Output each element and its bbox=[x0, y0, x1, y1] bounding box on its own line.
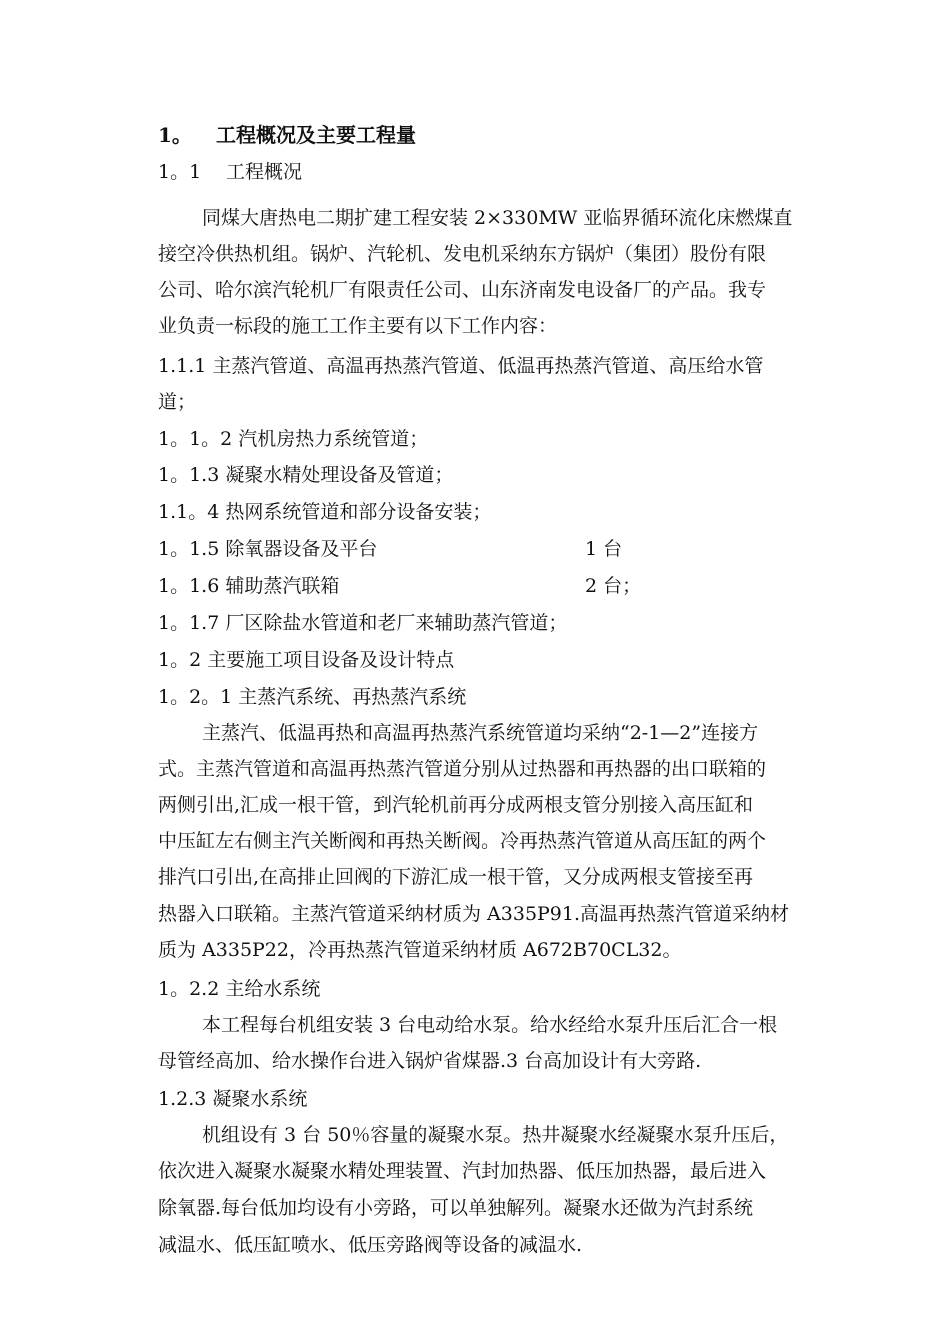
intro-line: 接空冷供热机组。锅炉、汽轮机、发电机采纳东方锅炉（集团）股份有限 bbox=[158, 243, 767, 265]
list-item-1-1-5-qty: 1 台 bbox=[585, 538, 623, 560]
heading-title: 工程概况及主要工程量 bbox=[216, 123, 416, 147]
paragraph-line: 主蒸汽、低温再热和高温再热蒸汽系统管道均采纳“2-1—2”连接方 bbox=[202, 722, 759, 744]
intro-line: 公司、哈尔滨汽轮机厂有限责任公司、山东济南发电设备厂的产品。我专 bbox=[158, 279, 767, 301]
list-item-1-1-6-qty: 2 台； bbox=[585, 575, 642, 597]
paragraph-line: 减温水、低压缸喷水、低压旁路阀等设备的减温水. bbox=[158, 1234, 583, 1256]
heading-1 bbox=[158, 122, 888, 148]
list-item-1-1-3: 1。1.3 凝聚水精处理设备及管道； bbox=[158, 464, 454, 486]
section-heading-1-1 bbox=[158, 159, 888, 185]
paragraph-line: 式。主蒸汽管道和高温再热蒸汽管道分别从过热器和再热器的出口联箱的 bbox=[158, 758, 767, 780]
paragraph-line: 母管经高加、给水操作台进入锅炉省煤器.3 台高加设计有大旁路. bbox=[158, 1050, 702, 1072]
paragraph-line: 质为 A335P22，冷再热蒸汽管道采纳材质 A672B70CL32。 bbox=[158, 939, 682, 961]
paragraph-line: 两侧引出,汇成一根干管，到汽轮机前再分成两根支管分别接入高压缸和 bbox=[158, 794, 754, 816]
list-item-1-1-1-cont: 道； bbox=[158, 391, 197, 413]
paragraph-line: 依次进入凝聚水凝聚水精处理装置、汽封加热器、低压加热器，最后进入 bbox=[158, 1160, 767, 1182]
list-item-1-1-7: 1。1.7 厂区除盐水管道和老厂来辅助蒸汽管道； bbox=[158, 612, 568, 634]
list-item-1-1-5: 1。1.5 除氧器设备及平台 bbox=[158, 538, 378, 560]
list-item-1-1-1: 1.1.1 主蒸汽管道、高温再热蒸汽管道、低温再热蒸汽管道、高压给水管 bbox=[158, 355, 764, 377]
section-heading-1-2: 1。2 主要施工项目设备及设计特点 bbox=[158, 649, 455, 671]
section-number: 1。1 bbox=[158, 161, 202, 183]
section-title: 工程概况 bbox=[226, 161, 303, 183]
intro-line: 业负责一标段的施工工作主要有以下工作内容： bbox=[158, 315, 558, 337]
section-heading-1-2-2: 1。2.2 主给水系统 bbox=[158, 978, 321, 1000]
intro-line: 同煤大唐热电二期扩建工程安装 2×330MW 亚临界循环流化床燃煤直 bbox=[202, 207, 793, 229]
section-heading-1-2-1: 1。2。1 主蒸汽系统、再热蒸汽系统 bbox=[158, 686, 467, 708]
paragraph-line: 热器入口联箱。主蒸汽管道采纳材质为 A335P91.高温再热蒸汽管道采纳材 bbox=[158, 903, 790, 925]
paragraph-line: 中压缸左右侧主汽关断阀和再热关断阀。冷再热蒸汽管道从高压缸的两个 bbox=[158, 830, 767, 852]
paragraph-line: 排汽口引出,在高排止回阀的下游汇成一根干管，又分成两根支管接至再 bbox=[158, 866, 754, 888]
section-heading-1-2-3: 1.2.3 凝聚水系统 bbox=[158, 1088, 308, 1110]
list-item-1-1-6: 1。1.6 辅助蒸汽联箱 bbox=[158, 575, 340, 597]
list-item-1-1-4: 1.1。4 热网系统管道和部分设备安装； bbox=[158, 501, 492, 523]
list-item-1-1-2: 1。1。2 汽机房热力系统管道； bbox=[158, 428, 429, 450]
paragraph-line: 除氧器.每台低加均设有小旁路，可以单独解列。凝聚水还做为汽封系统 bbox=[158, 1197, 754, 1219]
paragraph-line: 机组设有 3 台 50％容量的凝聚水泵。热井凝聚水经凝聚水泵升压后， bbox=[202, 1124, 789, 1146]
paragraph-line: 本工程每台机组安装 3 台电动给水泵。给水经给水泵升压后汇合一根 bbox=[202, 1014, 778, 1036]
heading-number: 1。 bbox=[158, 123, 192, 147]
